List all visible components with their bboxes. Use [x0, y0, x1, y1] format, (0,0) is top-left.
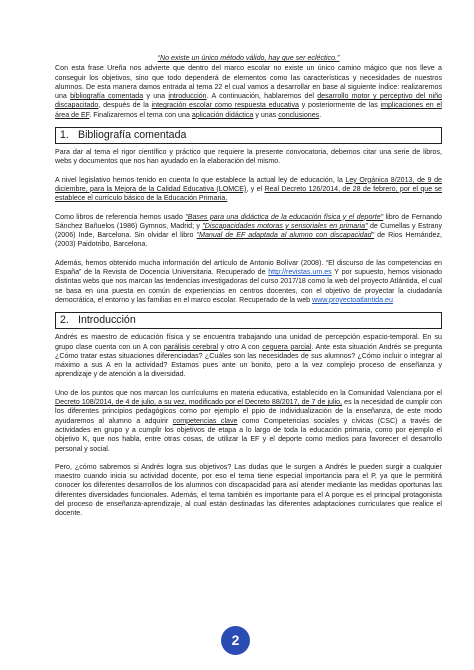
index-item-desarrollo: desarrollo motor y perceptivo del niño discapacitado — [55, 92, 443, 110]
term-competencias-clave: competencias clave — [172, 416, 238, 425]
section-number: 1. — [60, 129, 69, 142]
introduccion-paragraph-1: Andrés es maestro de educación física y se encuentra trabajando una unidad de percepción espacio-temporal. En su grupo clase cuenta con un A con parálisis cerebral y otro A con ceguera parcial. Ante esta situación Andrés se pregunta ¿Cómo tratar estas situaciones diferenciadas? ¿Cuáles son las necesidades de sus alumnos? ¿Cómo incluir o integrar al máximo a sus A en la actividad? Estamos pues ante un bonito, pero a la vez complejo proceso de enseñanza y aprendizaje y de atención a la diversidad. — [55, 333, 443, 379]
section-title: Bibliografía comentada — [78, 129, 187, 142]
introduccion-paragraph-3: Pero, ¿cómo sabremos si Andrés logra sus objetivos? Las dudas que le surgen a Andrés le pueden surgir a cualquier maestro cuando inicia su actividad docente, por eso el tema tiene especial importancia para el P, ya que le permitirá conocer los diferentes desarrollos de los alumnos con discapacidad para así atender mediante las medidas oportunas las diferentes diversidades funcionales. Además, el tema también es importante para el A porque es el principal protagonista del proceso de enseñanza-aprendizaje, al cual están destinadas las diferentes adaptaciones curriculares que realice el docente. — [55, 462, 442, 518]
index-item-bibliografia: bibliografía comentada — [70, 92, 144, 101]
bibliografia-paragraph-web: Además, hemos obtenido mucha información del artículo de Antonio Bolívar (2008). “El discurso de las competencias en España” de la Revista de Docencia Universitaria. Recuperado de http://revistas.um.es Y por supuesto, hemos visionado distintas webs que nos marcan las tendencias investigadoras del curso 2017/18 como la web del proyecto Atlántida, el cual se basa en una puesta en común de experiencias en centros docentes, con el objetivo de proyectar la ciudadanía democrática, el entorno y las familias en el marco escolar. Recuperado de la web www.proyectoatlantida.eu — [55, 258, 442, 304]
epigraph-quote: “No existe un único método válido, hay que ser ecléctico.” — [157, 54, 340, 62]
book-title-1: "Bases para una didáctica de la educación física y el deporte" — [185, 212, 384, 221]
bibliografia-paragraph-legislation: A nivel legislativo hemos tenido en cuenta lo que establece la actual ley de educación, la Ley Orgánica 8/2013, de 9 de diciembre, para la Mejora de la Calidad Educativa (LOMCE), y el Real Decreto 126/2014, de 28 de febrero, por el que se establece el currículo básico de la Educación Primaria. — [55, 175, 442, 203]
book-title-2: "Discapacidades motoras y sensoriales en primaria" — [202, 221, 368, 230]
intro-paragraph: Con esta frase Ureña nos advierte que dentro del marco escolar no existe un único camino mágico que nos lleve a conseguir los objetivos, sino que todo dependerá de elementos como las características y necesidades de nuestros alumnos. De esta manera damos entrada al tema 22 el cual vamos a desarrollar en base al siguiente índice: realizaremos una bibliografía comentada y una introducción. A continuación, hablaremos del desarrollo motor y perceptivo del niño discapacitado, después de la integración escolar como respuesta educativa y posteriormente de las implicaciones en el área de EF. Finalizaremos el tema con una aplicación didáctica y unas conclusiones. — [55, 64, 443, 119]
term-ceguera-parcial: ceguera parcial — [262, 342, 312, 351]
page-content — [55, 54, 442, 519]
section-heading-bibliografia — [55, 127, 442, 144]
law-reference-lomce: Ley Orgánica 8/2013, de 9 de diciembre, para la Mejora de la Calidad Educativa (LOMCE) — [55, 175, 442, 193]
bibliografia-paragraph-1: Para dar al tema el rigor científico y práctico que requiere la presente convocatoria, debemos citar una serie de libros, webs y documentos que nos han ayudado en la elaboración del mismo. — [55, 148, 442, 166]
link-revistas-um[interactable]: http://revistas.um.es — [268, 268, 332, 277]
bibliografia-paragraph-books: Como libros de referencia hemos usado "Bases para una didáctica de la educación física y el deporte" libro de Fernando Sánchez Bañuelos (1986) Gymnos, Madrid; y "Discapacidades motoras y sensoriales en primaria" de Cumellas y Estrany (2006) Inde, Barcelona. Sin olvidar el libro "Manual de EF adaptada al alumno con discapacidad" de Rios Hernández, (2003) Paidotribo, Barcelona. — [55, 212, 443, 249]
page-number-badge: 2 — [221, 626, 250, 655]
decree-reference: Decreto 108/2014, de 4 de julio, a su vez, modificado por el Decreto 88/2017, de 7 de julio, — [55, 398, 343, 407]
section-number: 2. — [60, 314, 69, 327]
section-heading-introduccion — [55, 312, 442, 329]
book-title-3: "Manual de EF adaptada al alumno con discapacidad" — [196, 231, 375, 240]
term-paralisis-cerebral: parálisis cerebral — [163, 342, 219, 351]
section-title: Introducción — [78, 314, 136, 327]
introduccion-paragraph-2: Uno de los puntos que nos marcan los currículums en materia educativa, establecido en la Comunidad Valenciana por el Decreto 108/2014, de 4 de julio, a su vez, modificado por el Decreto 88/2017, de 7 de julio, es la necesidad de cumplir con los diferentes principios pedagógicos como por ejemplo el ppio de individualización de la enseñanza, de este modo ayudaremos al alumno a adquirir competencias clave como Competencias sociales y cívicas (CSC) a través de actividades en grupo y a cumplir los objetivos de etapa a lo largo de toda la educación primaria, como por ejemplo el objetivo K, que nos habla, entre otras cosas, de utilizar la EF y el deporte como medios para favorecer el desarrollo personal y social. — [55, 388, 442, 453]
index-item-aplicacion: aplicación didáctica — [191, 110, 254, 119]
index-item-conclusiones: conclusiones — [278, 110, 320, 119]
index-item-integracion: integración escolar como respuesta educativa — [151, 101, 299, 110]
link-proyecto-atlantida[interactable]: www.proyectoatlantida.eu — [312, 295, 393, 304]
law-reference-rd126: Real Decreto 126/2014, de 28 de febrero, por el que se establece el currículo básico de la Educación Primaria. — [55, 184, 442, 203]
index-item-implicaciones: implicaciones en el área de EF — [55, 101, 442, 119]
index-item-introduccion: introducción — [168, 92, 207, 101]
